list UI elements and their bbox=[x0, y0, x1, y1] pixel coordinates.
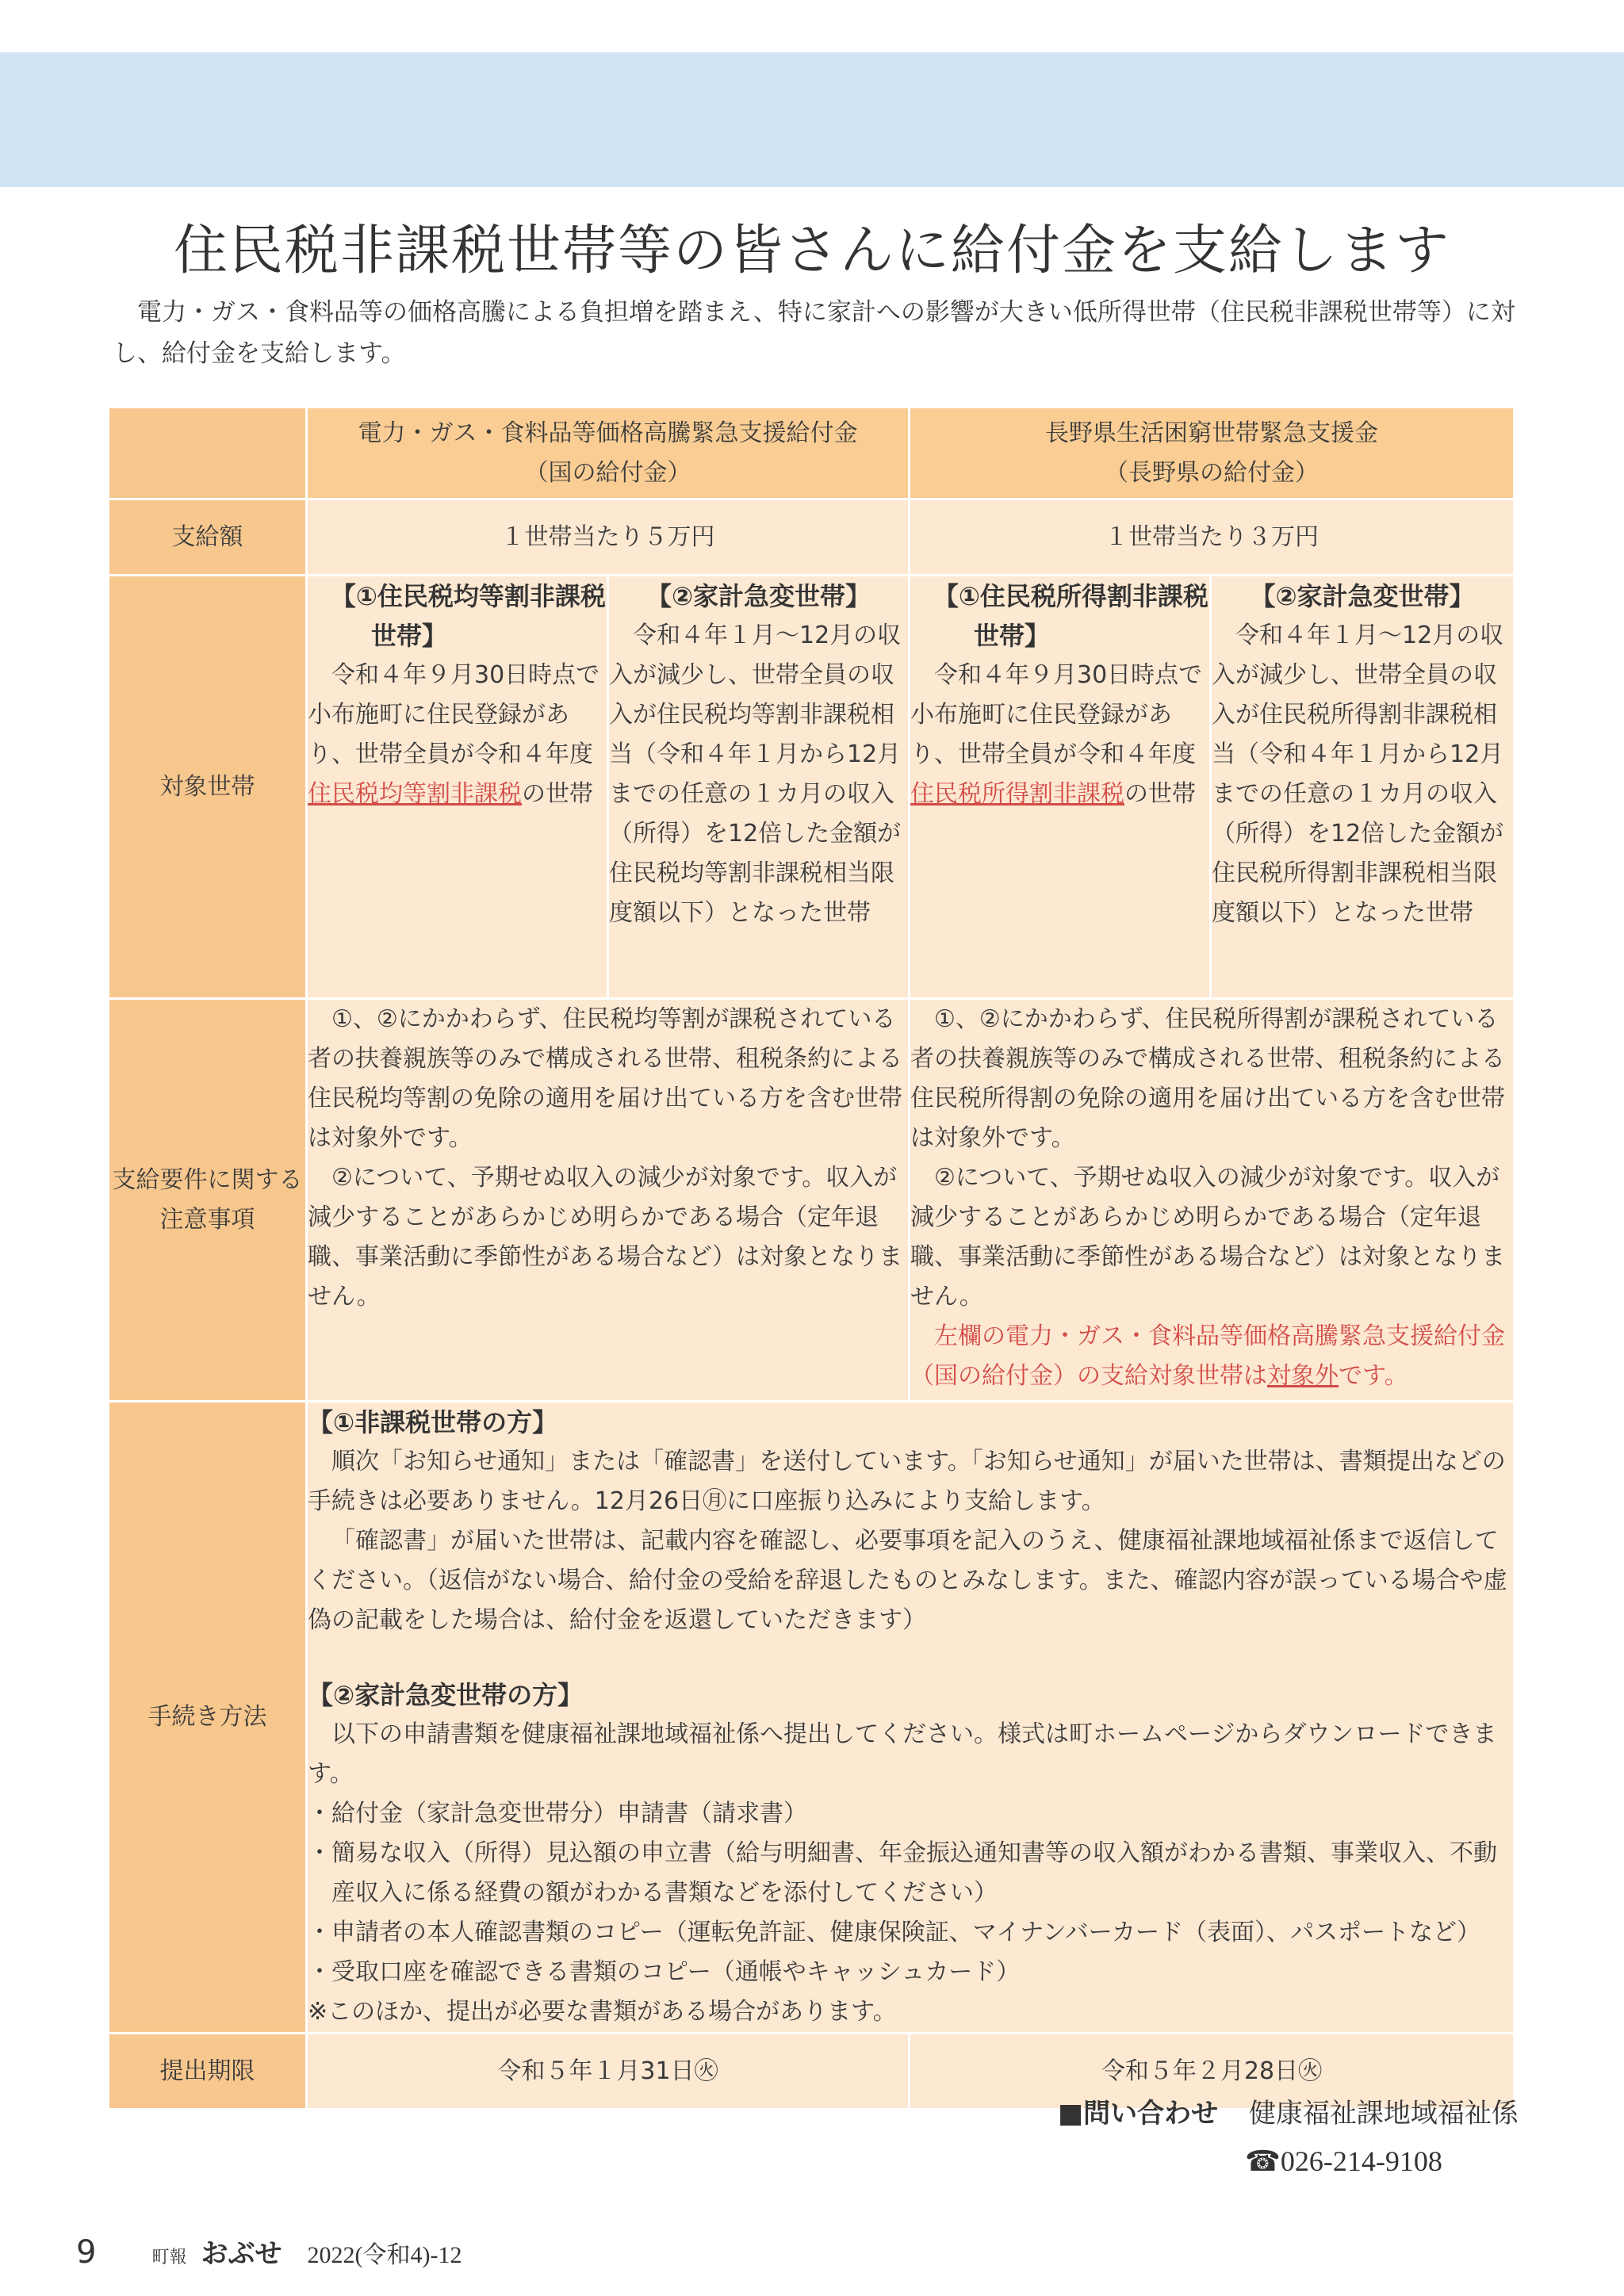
amount-col1: １世帯当たり５万円 bbox=[307, 499, 910, 576]
notes-col1 bbox=[307, 999, 910, 1402]
target-col1-a bbox=[307, 576, 608, 999]
table-row bbox=[109, 576, 1515, 999]
target-col1-a-highlight: 住民税均等割非課税 bbox=[308, 780, 522, 808]
header-band bbox=[0, 52, 1624, 187]
row-label-notes bbox=[109, 999, 307, 1402]
notes-label-line1: 支給要件に関する bbox=[112, 1165, 303, 1194]
procedure-bullet: ・受取口座を確認できる書類のコピー（通帳やキャッシュカード） bbox=[308, 1958, 1021, 1986]
page-footer bbox=[76, 2232, 462, 2271]
procedure-bullet: ・簡易な収入（所得）見込額の申立書（給与明細書、年金振込通知書等の収入額がわかる書類、事業収入、不動産収入に係る経費の額がわかる書類などを添付してください） bbox=[308, 1839, 1497, 1907]
table-corner bbox=[109, 408, 307, 499]
row-label-amount: 支給額 bbox=[109, 499, 307, 576]
notes-col2 bbox=[910, 999, 1515, 1402]
target-col1-a-text2: の世帯 bbox=[522, 780, 593, 808]
issue-label: 2022(令和4)-12 bbox=[307, 2242, 462, 2268]
notes-col1-p1: ①、②にかかわらず、住民税均等割が課税されている者の扶養親族等のみで構成される世帯、租税条約による住民税均等割の免除の適用を届け出ている方を含む世帯は対象外です。 bbox=[308, 1005, 902, 1152]
table-header-row bbox=[109, 408, 1515, 499]
procedure-note: ※このほか、提出が必要な書類がある場合があります。 bbox=[308, 1998, 897, 2026]
contact-department: 健康福祉課地域福祉係 bbox=[1248, 2098, 1519, 2130]
target-col2-a-text bbox=[910, 656, 1209, 814]
procedure-cell bbox=[307, 1402, 1515, 2034]
target-col2-b-text: 令和４年１月～12月の収入が減少し、世帯全員の収入が住民税所得割非課税相当（令和４年１月から12月までの任意の１カ月の収入（所得）を12倍した金額が住民税所得割非課税相当限度額以下）となった世帯 bbox=[1212, 622, 1504, 927]
page-title: 住民税非課税世帯等の皆さんに給付金を支給します bbox=[173, 220, 1450, 282]
contact-block bbox=[1058, 2091, 1519, 2177]
notes-col2-p2: ②について、予期せぬ収入の減少が対象です。収入が減少することがあらかじめ明らかである場合（定年退職、事業活動に季節性がある場合など）は対象となりません。 bbox=[910, 1164, 1505, 1311]
procedure-spacer bbox=[308, 1640, 1513, 1675]
notes-col2-warning bbox=[910, 1317, 1513, 1396]
row-label-deadline: 提出期限 bbox=[109, 2034, 307, 2110]
target-col1-b-text: 令和４年１月～12月の収入が減少し、世帯全員の収入が住民税均等割非課税相当（令和４年１月から12月までの任意の１カ月の収入（所得）を12倍した金額が住民税均等割非課税相当限度額以下）となった世帯 bbox=[609, 622, 902, 927]
notes-col2-p1: ①、②にかかわらず、住民税所得割が課税されている者の扶養親族等のみで構成される世帯、租税条約による住民税所得割の免除の適用を届け出ている方を含む世帯は対象外です。 bbox=[910, 1005, 1505, 1152]
deadline-col2: 令和５年２月28日㊋ bbox=[910, 2034, 1515, 2110]
col2-subtitle: （長野県の給付金） bbox=[1105, 458, 1319, 487]
target-col2-a bbox=[910, 576, 1211, 999]
amount-col2: １世帯当たり３万円 bbox=[910, 499, 1515, 576]
target-col1-a-text1: 令和４年９月30日時点で小布施町に住民登録があり、世帯全員が令和４年度 bbox=[308, 661, 600, 768]
notes-col2-warning-1: 左欄の電力・ガス・食料品等価格高騰緊急支援給付金（国の給付金）の支給対象世帯は bbox=[910, 1322, 1505, 1390]
target-col2-b-heading: 【②家計急変世帯】 bbox=[1250, 581, 1475, 611]
col1-header bbox=[307, 408, 910, 499]
procedure-heading-1: 【①非課税世帯の方】 bbox=[308, 1407, 558, 1437]
procedure-bullet: ・申請者の本人確認書類のコピー（運転免許証、健康保険証、マイナンバーカード（表面）、パスポートなど） bbox=[308, 1919, 1480, 1946]
page-number: 9 bbox=[76, 2234, 97, 2271]
target-col1-a-heading: 【①住民税均等割非課税世帯】 bbox=[330, 581, 606, 651]
intro-paragraph: 電力・ガス・食料品等の価格高騰による負担増を踏まえ、特に家計への影響が大きい低所得世帯（住民税非課税世帯等）に対し、給付金を支給します。 bbox=[113, 298, 1515, 368]
table-row bbox=[109, 499, 1515, 576]
target-col2-a-text1: 令和４年９月30日時点で小布施町に住民登録があり、世帯全員が令和４年度 bbox=[910, 661, 1203, 768]
target-col2-b bbox=[1211, 576, 1515, 999]
table-row bbox=[109, 999, 1515, 1402]
contact-phone: ☎026-214-9108 bbox=[1245, 2145, 1442, 2177]
notes-label-line2: 注意事項 bbox=[159, 1205, 255, 1234]
col1-subtitle: （国の給付金） bbox=[524, 458, 691, 487]
col2-header bbox=[910, 408, 1515, 499]
newsletter-label: 町報 bbox=[151, 2247, 187, 2267]
target-col2-a-text2: の世帯 bbox=[1124, 780, 1196, 808]
notes-col2-warning-underline: 対象外 bbox=[1267, 1362, 1339, 1390]
benefit-table bbox=[107, 406, 1515, 2110]
newsletter-name: おぶせ bbox=[201, 2240, 282, 2269]
target-col2-a-heading: 【①住民税所得割非課税世帯】 bbox=[933, 581, 1208, 651]
procedure-bullet: ・給付金（家計急変世帯分）申請書（請求書） bbox=[308, 1800, 807, 1827]
notes-col2-warning-2: です。 bbox=[1339, 1362, 1408, 1390]
col2-title: 長野県生活困窮世帯緊急支援金 bbox=[1045, 419, 1378, 447]
target-col1-b bbox=[608, 576, 910, 999]
target-col1-a-text bbox=[308, 656, 607, 814]
procedure-p1: 順次「お知らせ通知」または「確認書」を送付しています。「お知らせ通知」が届いた世帯は、書類提出などの手続きは必要ありません。12月26日㊊に口座振り込みにより支給します。 bbox=[308, 1448, 1506, 1515]
procedure-p2: 「確認書」が届いた世帯は、記載内容を確認し、必要事項を記入のうえ、健康福祉課地域福祉係まで返信してください。（返信がない場合、給付金の受給を辞退したものとみなします。また、確認内容が誤っている場合や虚偽の記載をした場合は、給付金を返還していただきます） bbox=[308, 1527, 1507, 1634]
row-label-target: 対象世帯 bbox=[109, 576, 307, 999]
notes-col1-p2: ②について、予期せぬ収入の減少が対象です。収入が減少することがあらかじめ明らかである場合（定年退職、事業活動に季節性がある場合など）は対象となりません。 bbox=[308, 1164, 902, 1311]
procedure-p3: 以下の申請書類を健康福祉課地域福祉係へ提出してください。様式は町ホームページからダウンロードできます。 bbox=[308, 1720, 1497, 1788]
target-col1-b-heading: 【②家計急変世帯】 bbox=[645, 581, 871, 611]
col1-title: 電力・ガス・食料品等価格高騰緊急支援給付金 bbox=[358, 419, 858, 447]
row-label-procedure: 手続き方法 bbox=[109, 1402, 307, 2034]
table-row bbox=[109, 1402, 1515, 2034]
target-col2-a-highlight: 住民税所得割非課税 bbox=[910, 780, 1124, 808]
contact-label: ■問い合わせ bbox=[1058, 2098, 1219, 2130]
procedure-heading-2: 【②家計急変世帯の方】 bbox=[308, 1680, 584, 1710]
deadline-col1: 令和５年１月31日㊋ bbox=[307, 2034, 910, 2110]
